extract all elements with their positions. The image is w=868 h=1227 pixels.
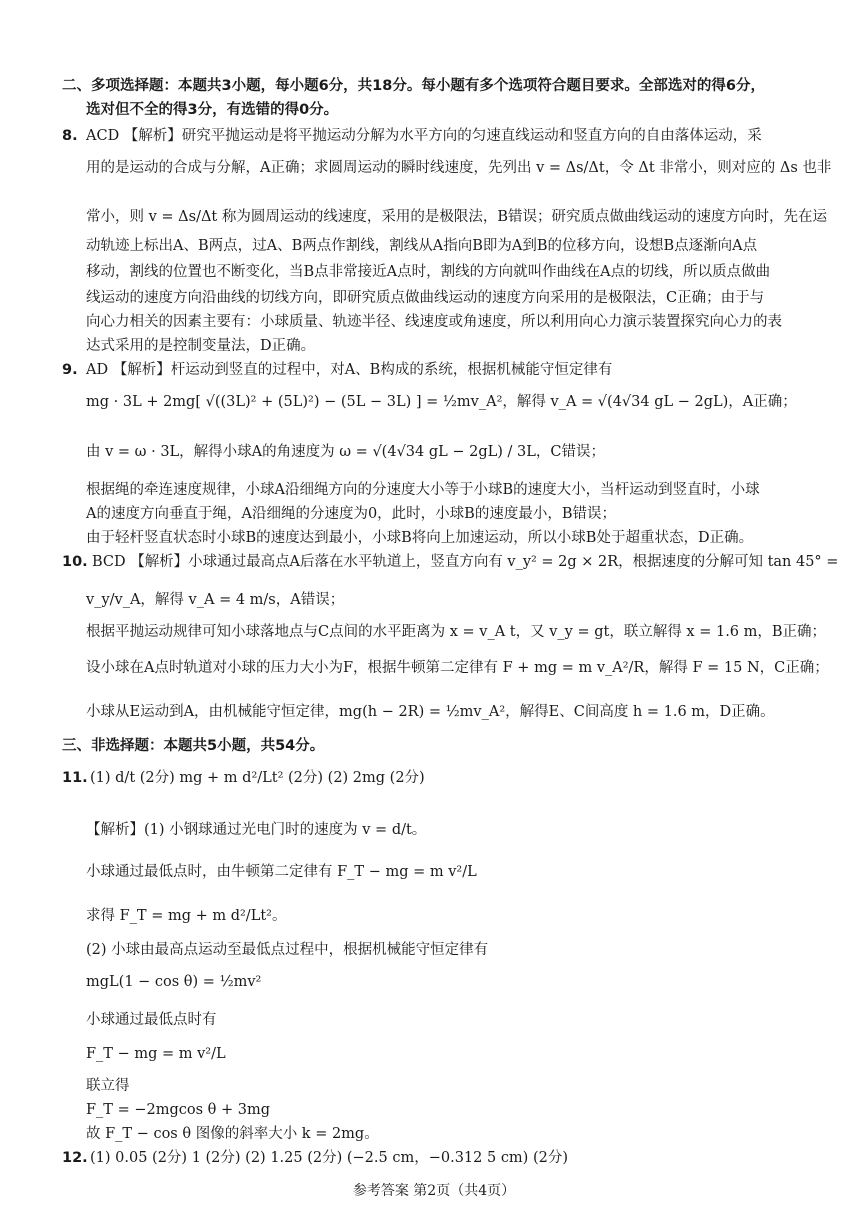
question-number: 10. <box>62 554 88 570</box>
q11-line: 故 F_T − cos θ 图像的斜率大小 k = 2mg。 <box>86 1126 379 1142</box>
page-footer: 参考答案 第2页（共4页） <box>352 1183 516 1199</box>
q8-line: ACD 【解析】研究平抛运动是将平抛运动分解为水平方向的匀速直线运动和竖直方向的自由落体运动，采 <box>86 128 762 144</box>
q10-line: BCD 【解析】小球通过最高点A后落在水平轨道上，竖直方向有 v_y² = 2g × 2R，根据速度的分解可知 tan 45° = <box>92 554 839 570</box>
q11-answer: (1) d/t (2分) mg + m d²/Lt² (2分) (2) 2mg (2分) <box>90 770 425 786</box>
q11-formula: mgL(1 − cos θ) = ½mv² <box>86 974 262 990</box>
q9-line: A的速度方向垂直于绳，A沿细绳的分速度为0，此时，小球B的速度最小，B错误； <box>86 506 616 522</box>
question-number: 11. <box>62 770 88 786</box>
question-number: 8. <box>62 128 78 144</box>
q9-line: 由 v = ω · 3L，解得小球A的角速度为 ω = √(4√34 gL − 2gL) / 3L，C错误； <box>86 444 605 460</box>
q8-line: 动轨迹上标出A、B两点，过A、B两点作割线，割线从A指向B即为A到B的位移方向，设想B点逐渐向A点 <box>86 238 758 254</box>
q8-line: 移动，割线的位置也不断变化，当B点非常接近A点时，割线的方向就叫作曲线在A点的切线，所以质点做曲 <box>86 264 771 280</box>
q10-line: v_y/v_A，解得 v_A = 4 m/s，A错误； <box>86 592 345 608</box>
q11-line: 【解析】(1) 小钢球通过光电门时的速度为 v = d/t。 <box>86 822 427 838</box>
q12-answer: (1) 0.05 (2分) 1 (2分) (2) 1.25 (2分) (−2.5 cm，−0.312 5 cm) (2分) <box>90 1150 568 1166</box>
section2-header-line2: 选对但不全的得3分，有选错的得0分。 <box>86 102 339 118</box>
q11-line: 联立得 <box>86 1078 130 1094</box>
q9-line: 由于轻杆竖直状态时小球B的速度达到最小，小球B将向上加速运动，所以小球B处于超重状态，D正确。 <box>86 530 754 546</box>
q8-line: 用的是运动的合成与分解，A正确；求圆周运动的瞬时线速度，先列出 v = Δs/Δt，令 Δt 非常小，则对应的 Δs 也非 <box>86 160 832 176</box>
section2-header-line1: 二、多项选择题：本题共3小题，每小题6分，共18分。每小题有多个选项符合题目要求。全部选对的得6分， <box>62 78 765 94</box>
q11-line: 小球通过最低点时，由牛顿第二定律有 F_T − mg = m v²/L <box>86 864 477 880</box>
q11-formula: F_T = −2mgcos θ + 3mg <box>86 1102 271 1118</box>
q10-line: 小球从E运动到A，由机械能守恒定律，mg(h − 2R) = ½mv_A²，解得E、C间高度 h = 1.6 m，D正确。 <box>86 704 775 720</box>
q11-line: (2) 小球由最高点运动至最低点过程中，根据机械能守恒定律有 <box>86 942 489 958</box>
q8-line: 达式采用的是控制变量法，D正确。 <box>86 338 316 354</box>
section3-header: 三、非选择题：本题共5小题，共54分。 <box>62 738 325 754</box>
q10-line: 根据平抛运动规律可知小球落地点与C点间的水平距离为 x = v_A t，又 v_y = gt，联立解得 x = 1.6 m，B正确； <box>86 624 827 640</box>
q8-line: 线运动的速度方向沿曲线的切线方向，即研究质点做曲线运动的速度方向采用的是极限法，C正确；由于与 <box>86 290 765 306</box>
q8-line: 向心力相关的因素主要有：小球质量、轨迹半径、线速度或角速度，所以利用向心力演示装置探究向心力的表 <box>86 314 782 330</box>
question-number: 12. <box>62 1150 88 1166</box>
q11-formula: F_T − mg = m v²/L <box>86 1046 226 1062</box>
q9-line: 根据绳的牵连速度规律，小球A沿细绳方向的分速度大小等于小球B的速度大小，当杆运动到竖直时，小球 <box>86 482 760 498</box>
question-number: 9. <box>62 362 78 378</box>
q11-line: 求得 F_T = mg + m d²/Lt²。 <box>86 908 287 924</box>
q10-line: 设小球在A点时轨道对小球的压力大小为F，根据牛顿第二定律有 F + mg = m v_A²/R，解得 F = 15 N，C正确； <box>86 660 829 676</box>
q8-line: 常小，则 v = Δs/Δt 称为圆周运动的线速度，采用的是极限法，B错误；研究质点做曲线运动的速度方向时，先在运 <box>86 209 828 225</box>
q9-formula: mg · 3L + 2mg[ √((3L)² + (5L)²) − (5L − 3L) ] = ½mv_A²，解得 v_A = √(4√34 gL − 2gL)，A正确； <box>86 394 797 410</box>
q9-line: AD 【解析】杆运动到竖直的过程中，对A、B构成的系统，根据机械能守恒定律有 <box>86 362 613 378</box>
q11-line: 小球通过最低点时有 <box>86 1012 217 1028</box>
